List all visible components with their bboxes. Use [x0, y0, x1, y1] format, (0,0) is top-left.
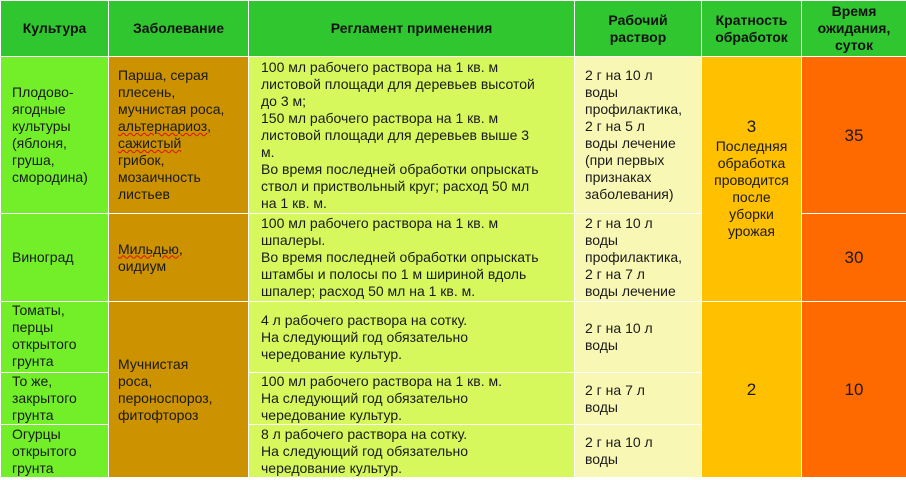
cell-text-line: 8 л рабочего раствора на сотку.	[261, 425, 468, 442]
header-solution	[575, 1, 702, 57]
cell-text-line: шпалер; расход 50 мл на 1 кв. м.	[261, 283, 476, 299]
cell-text-line: 100 мл рабочего раствора на 1 кв. м.	[261, 373, 503, 389]
cell-text-line: чередование культур.	[261, 407, 403, 423]
cell-text-line: урожая	[728, 223, 775, 239]
cell-text-line: проводится	[714, 172, 789, 188]
cell-text-line: воды лечение	[585, 135, 676, 151]
cell-text-line: На следующий год обязательно	[261, 390, 469, 406]
cell-text-line: грунта	[12, 353, 54, 369]
cell-text-line: воды лечение	[585, 283, 676, 299]
cell-text-line: Во время последней обработки опрыскать	[261, 249, 539, 265]
cell-text-line: Парша, серая	[118, 67, 209, 83]
count-cell: 2	[702, 302, 802, 478]
cell-text-line: заболевания)	[585, 186, 674, 202]
header-count	[702, 1, 802, 57]
disease-cell	[109, 214, 249, 302]
count-cell	[702, 57, 802, 302]
cell-text-line: закрытого	[12, 390, 77, 406]
cell-text-line: обработка	[717, 155, 786, 171]
cell-text-line: смородина)	[12, 169, 88, 185]
cell-text-line: мучнистая роса,	[118, 101, 225, 117]
header-disease: Заболевание	[109, 1, 249, 57]
culture-cell	[1, 373, 109, 425]
cell-text-line: м.	[261, 143, 275, 160]
cell-text-line: 2 г на 10 л	[585, 434, 653, 450]
cell-text-line: обработок	[715, 28, 788, 45]
cell-text-line: на 1 кв. м.	[261, 194, 327, 211]
cell-text-line: признаках	[585, 169, 652, 185]
regulation-cell	[249, 373, 575, 425]
cell-text-line: То же,	[12, 373, 53, 389]
cell-text-line: листовой площади для деревьев выше 3	[261, 126, 530, 143]
cell-text-line: воды	[585, 84, 618, 100]
cell-text-line: (при первых	[585, 152, 665, 168]
cell-text-line: после	[732, 189, 771, 205]
culture-cell	[1, 425, 109, 478]
regulation-cell	[249, 214, 575, 302]
cell-text-line: Во время последней обработки опрыскать	[261, 160, 539, 177]
cell-text-line: воды	[585, 232, 618, 248]
solution-cell	[575, 214, 702, 302]
cell-text-line: суток	[835, 37, 873, 53]
cell-text-line: 2 г на 10 л	[585, 67, 653, 83]
cell-text-line: сажистый	[118, 135, 182, 151]
cell-text-line: открытого	[12, 442, 77, 459]
regulation-cell	[249, 57, 575, 214]
cell-text-line: плесень,	[118, 84, 176, 100]
cell-text-line: шпалеры.	[261, 232, 326, 248]
cell-text-line: профилактика,	[585, 249, 683, 265]
header-wait	[802, 1, 906, 57]
solution-cell	[575, 373, 702, 425]
culture-cell	[1, 302, 109, 373]
cell-text-line: раствор	[609, 28, 667, 45]
cell-text-line: воды	[585, 337, 618, 353]
cell-text-line: Огурцы	[12, 425, 61, 442]
table-row	[1, 57, 906, 214]
cell-text-line: Плодово-	[12, 84, 74, 100]
cell-text-line: листовой площади для деревьев высотой	[261, 75, 535, 92]
wait-cell: 35	[802, 57, 906, 214]
cell-text-line: пероноспороз,	[118, 389, 213, 406]
cell-text-line: штамбы и полосы по 1 м шириной вдоль	[261, 266, 527, 282]
table-row	[1, 302, 906, 373]
cell-text-line: грунта	[12, 407, 54, 423]
cell-text-line: Виноград	[12, 249, 74, 265]
cell-text-line: Рабочий	[608, 11, 668, 28]
header-culture: Культура	[1, 1, 109, 57]
cell-text-line: уборки	[729, 206, 774, 222]
cell-text-line: 150 мл рабочего раствора на 1 кв. м	[261, 109, 499, 126]
cell-text-line: (яблоня,	[12, 135, 67, 151]
cell-text-line: грибок,	[118, 152, 165, 168]
cell-text-line: ожидания,	[817, 20, 891, 36]
cell-text-line: Мучнистая	[118, 355, 189, 372]
cell-text-line: 100 мл рабочего раствора на 1 кв. м	[261, 215, 499, 231]
cell-text-line: листьев	[118, 186, 170, 202]
cell-text-line: профилактика,	[585, 101, 683, 117]
cell-text-line: фитофтороз	[118, 406, 199, 423]
cell-text-line: чередование культур.	[261, 459, 403, 476]
cell-text-line: Время	[831, 3, 877, 19]
cell-text-line: На следующий год обязательно	[261, 328, 469, 345]
cell-text-line: 2 г на 10 л	[585, 320, 653, 336]
cell-text-line: 100 мл рабочего раствора на 1 кв. м	[261, 58, 499, 75]
cell-text-line: ствол и приствольный круг; расход 50 мл	[261, 177, 530, 194]
cell-text-line: 4 л рабочего раствора на сотку.	[261, 311, 468, 328]
cell-text-line: роса,	[118, 372, 153, 389]
wait-cell: 10	[802, 302, 906, 478]
cell-text-line: воды	[585, 398, 618, 415]
cell-text-line: груша,	[12, 152, 55, 168]
cell-text-line: мозаичность	[118, 169, 201, 185]
cell-text-line: 2 г на 7 л	[585, 381, 645, 398]
disease-cell	[109, 57, 249, 214]
cell-text-line: перцы	[12, 319, 54, 335]
header-row	[1, 1, 906, 57]
cell-text-line: На следующий год обязательно	[261, 442, 469, 459]
solution-cell	[575, 425, 702, 478]
cell-text-line: культуры	[12, 118, 71, 134]
regulation-cell	[249, 302, 575, 373]
regulation-cell	[249, 425, 575, 478]
cell-text-line: воды	[585, 451, 618, 467]
cell-text-line: альтернариоз,	[118, 118, 212, 134]
culture-cell	[1, 57, 109, 214]
wait-cell: 30	[802, 214, 906, 302]
cell-text-line: 2 г на 7 л	[585, 266, 645, 282]
cell-text-line: чередование культур.	[261, 345, 403, 362]
cell-text-line: Мильдью,	[118, 240, 183, 257]
cell-text-line: Кратность	[715, 11, 788, 28]
cell-text-line: 3	[746, 117, 757, 136]
cell-text-line: до 3 м;	[261, 92, 307, 109]
cell-text-line: 2 г на 5 л	[585, 118, 645, 134]
solution-cell	[575, 57, 702, 214]
cell-text-line: 2 г на 10 л	[585, 215, 653, 231]
cell-text-line: ягодные	[12, 101, 66, 117]
cell-text-line: открытого	[12, 336, 77, 352]
cell-text-line: грунта	[12, 459, 54, 476]
header-regulation: Регламент применения	[249, 1, 575, 57]
culture-cell	[1, 214, 109, 302]
cell-text-line: Последняя	[715, 138, 788, 154]
disease-cell	[109, 302, 249, 478]
cell-text-line: оидиум	[118, 257, 167, 274]
cell-text-line: Томаты,	[12, 302, 65, 318]
solution-cell	[575, 302, 702, 373]
